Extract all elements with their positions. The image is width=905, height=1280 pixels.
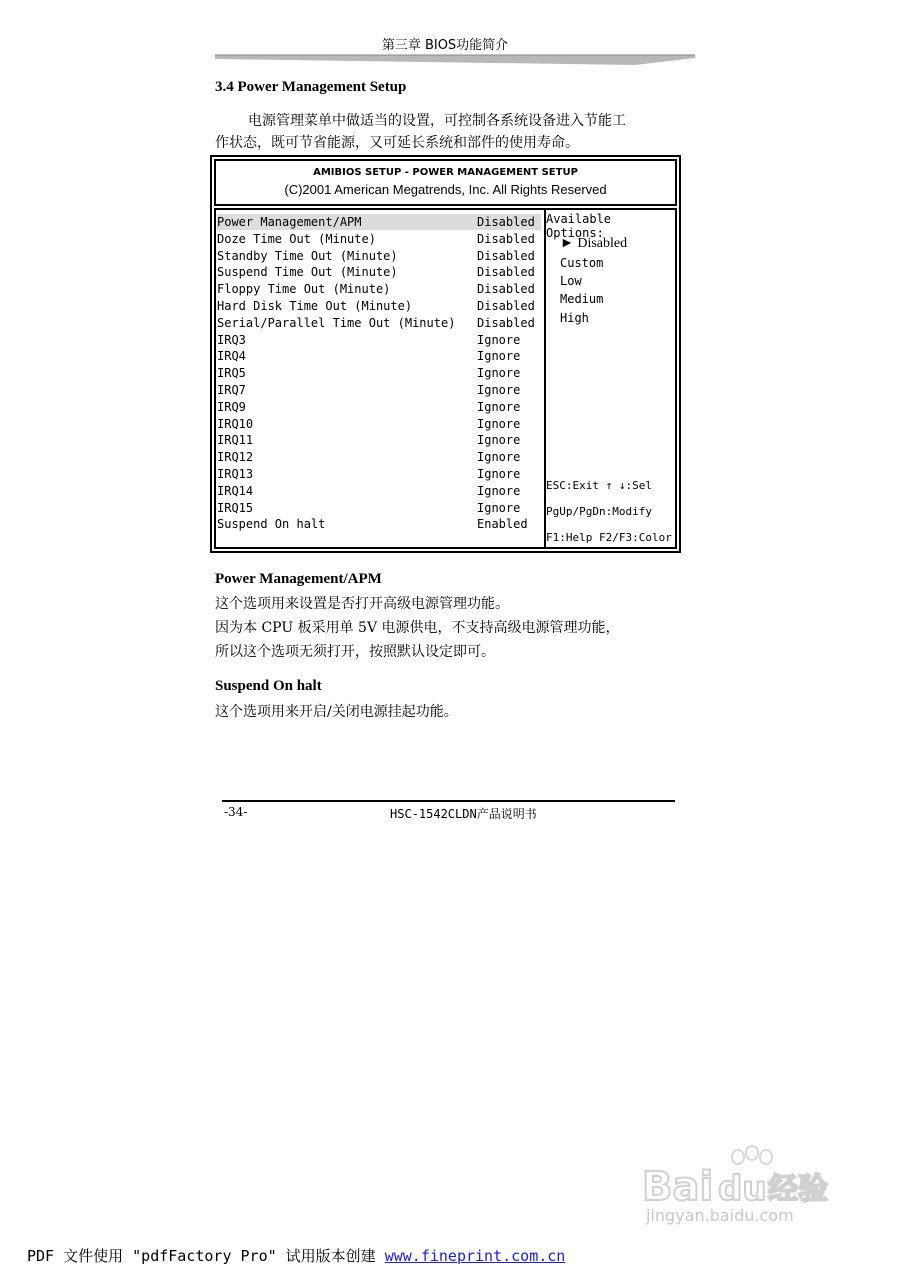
setting-value[interactable]: Disabled [477, 265, 535, 280]
svg-text:du: du [718, 1169, 767, 1209]
setting-value[interactable]: Disabled [477, 248, 535, 263]
apm-line-1: 这个选项用来设置是否打开高级电源管理功能。 [215, 596, 509, 612]
svg-text:jingyan.baidu.com: jingyan.baidu.com [646, 1206, 794, 1225]
intro-line-1: 电源管理菜单中做适当的设置，可控制各系统设备进入节能工 [248, 113, 626, 129]
key-help-modify: PgUp/PgDn:Modify [546, 505, 652, 518]
setting-row[interactable] [217, 500, 541, 516]
setting-row[interactable] [217, 348, 541, 364]
pdf-creator-note [27, 1245, 565, 1266]
setting-label: IRQ13 [217, 467, 254, 481]
setting-label: Serial/Parallel Time Out (Minute) [217, 315, 456, 330]
setting-value[interactable]: Ignore [477, 416, 521, 431]
bios-screen [210, 155, 681, 553]
setting-label: IRQ10 [217, 416, 254, 431]
setting-label: IRQ7 [217, 383, 246, 397]
setting-value[interactable]: Ignore [477, 467, 521, 481]
baidu-watermark-logo [640, 1145, 860, 1225]
bios-header [214, 159, 677, 206]
setting-value[interactable]: Ignore [477, 450, 521, 465]
available-options-label: Available Options: [546, 212, 612, 240]
setting-row[interactable] [217, 466, 541, 482]
setting-label: Standby Time Out (Minute) [217, 248, 398, 263]
setting-value[interactable]: Disabled [477, 282, 535, 297]
setting-row[interactable] [217, 248, 541, 264]
setting-label: IRQ4 [217, 349, 246, 364]
setting-label: Power Management/APM [217, 215, 362, 229]
setting-row[interactable] [217, 432, 541, 448]
section-title: 3.4 Power Management Setup [215, 79, 407, 95]
setting-label: IRQ15 [217, 500, 254, 515]
setting-row[interactable] [217, 264, 541, 280]
setting-value[interactable]: Ignore [477, 349, 521, 364]
setting-label: IRQ11 [217, 433, 254, 448]
setting-value[interactable]: Ignore [477, 483, 521, 498]
footer-divider [222, 800, 675, 802]
setting-row[interactable] [217, 416, 541, 432]
setting-label: IRQ3 [217, 332, 246, 347]
intro-line-2: 作状态，既可节省能源，又可延长系统和部件的使用寿命。 [215, 135, 579, 151]
pdf-note-text: PDF 文件使用 "pdfFactory Pro" 试用版本创建 [27, 1247, 385, 1265]
setting-row[interactable] [217, 214, 541, 230]
intro-paragraph [215, 110, 685, 154]
bios-body [214, 208, 677, 549]
apm-heading: Power Management/APM [215, 571, 382, 587]
setting-label: Floppy Time Out (Minute) [217, 282, 391, 297]
setting-value[interactable]: Ignore [477, 500, 521, 515]
apm-line-2: 因为本 CPU 板采用单 5V 电源供电，不支持高级电源管理功能， [215, 620, 620, 636]
setting-label: IRQ14 [217, 483, 254, 498]
fineprint-link[interactable]: www.fineprint.com.cn [384, 1247, 566, 1265]
chapter-header: 第三章 BIOS功能简介 [381, 38, 509, 53]
setting-value[interactable]: Disabled [477, 299, 535, 313]
setting-value[interactable]: Ignore [477, 433, 521, 448]
manual-title: HSC-1542CLDN产品说明书 [390, 807, 537, 821]
svg-text:经验: 经验 [768, 1172, 828, 1207]
setting-row[interactable] [217, 231, 541, 247]
bios-copyright: (C)2001 American Megatrends, Inc. All Rights Reserved [284, 182, 607, 197]
setting-value[interactable]: Disabled [477, 231, 535, 246]
key-help-color: F1:Help F2/F3:Color [546, 531, 672, 544]
setting-label: IRQ5 [217, 366, 246, 381]
option-custom[interactable]: Custom [560, 256, 604, 270]
option-disabled[interactable]: ► Disabled [560, 236, 628, 251]
option-medium[interactable]: Medium [560, 292, 604, 306]
apm-line-3: 所以这个选项无须打开，按照默认设定即可。 [215, 644, 495, 660]
bios-title: AMIBIOS SETUP - POWER MANAGEMENT SETUP [313, 167, 578, 178]
setting-row[interactable] [217, 516, 541, 532]
settings-list [216, 210, 546, 547]
setting-value[interactable]: Ignore [477, 399, 521, 414]
setting-label: Suspend On halt [217, 517, 326, 532]
options-panel [546, 210, 675, 547]
setting-value[interactable]: Ignore [477, 366, 521, 381]
setting-row[interactable] [217, 399, 541, 415]
svg-text:Bai: Bai [642, 1164, 714, 1210]
setting-row[interactable] [217, 281, 541, 297]
setting-value[interactable]: Ignore [477, 332, 521, 347]
page-number: -34- [224, 805, 248, 819]
setting-row[interactable] [217, 332, 541, 348]
setting-value[interactable]: Ignore [477, 383, 521, 397]
setting-row[interactable] [217, 449, 541, 465]
setting-row[interactable] [217, 365, 541, 381]
setting-value[interactable]: Disabled [477, 315, 535, 330]
header-divider [215, 53, 695, 67]
halt-heading: Suspend On halt [215, 678, 322, 694]
setting-label: Hard Disk Time Out (Minute) [217, 299, 413, 313]
setting-value[interactable]: Enabled [477, 517, 528, 532]
setting-label: Suspend Time Out (Minute) [217, 265, 398, 280]
setting-row[interactable] [217, 382, 541, 398]
option-low[interactable]: Low [560, 274, 582, 288]
setting-row[interactable] [217, 298, 541, 314]
setting-label: Doze Time Out (Minute) [217, 231, 376, 246]
setting-label: IRQ9 [217, 399, 246, 414]
setting-value[interactable]: Disabled [477, 215, 535, 229]
setting-label: IRQ12 [217, 450, 254, 465]
setting-row[interactable] [217, 483, 541, 499]
setting-row[interactable] [217, 315, 541, 331]
option-high[interactable]: High [560, 311, 589, 325]
halt-line-1: 这个选项用来开启/关闭电源挂起功能。 [215, 704, 458, 720]
key-help-exit: ESC:Exit ↑ ↓:Sel [546, 479, 652, 492]
